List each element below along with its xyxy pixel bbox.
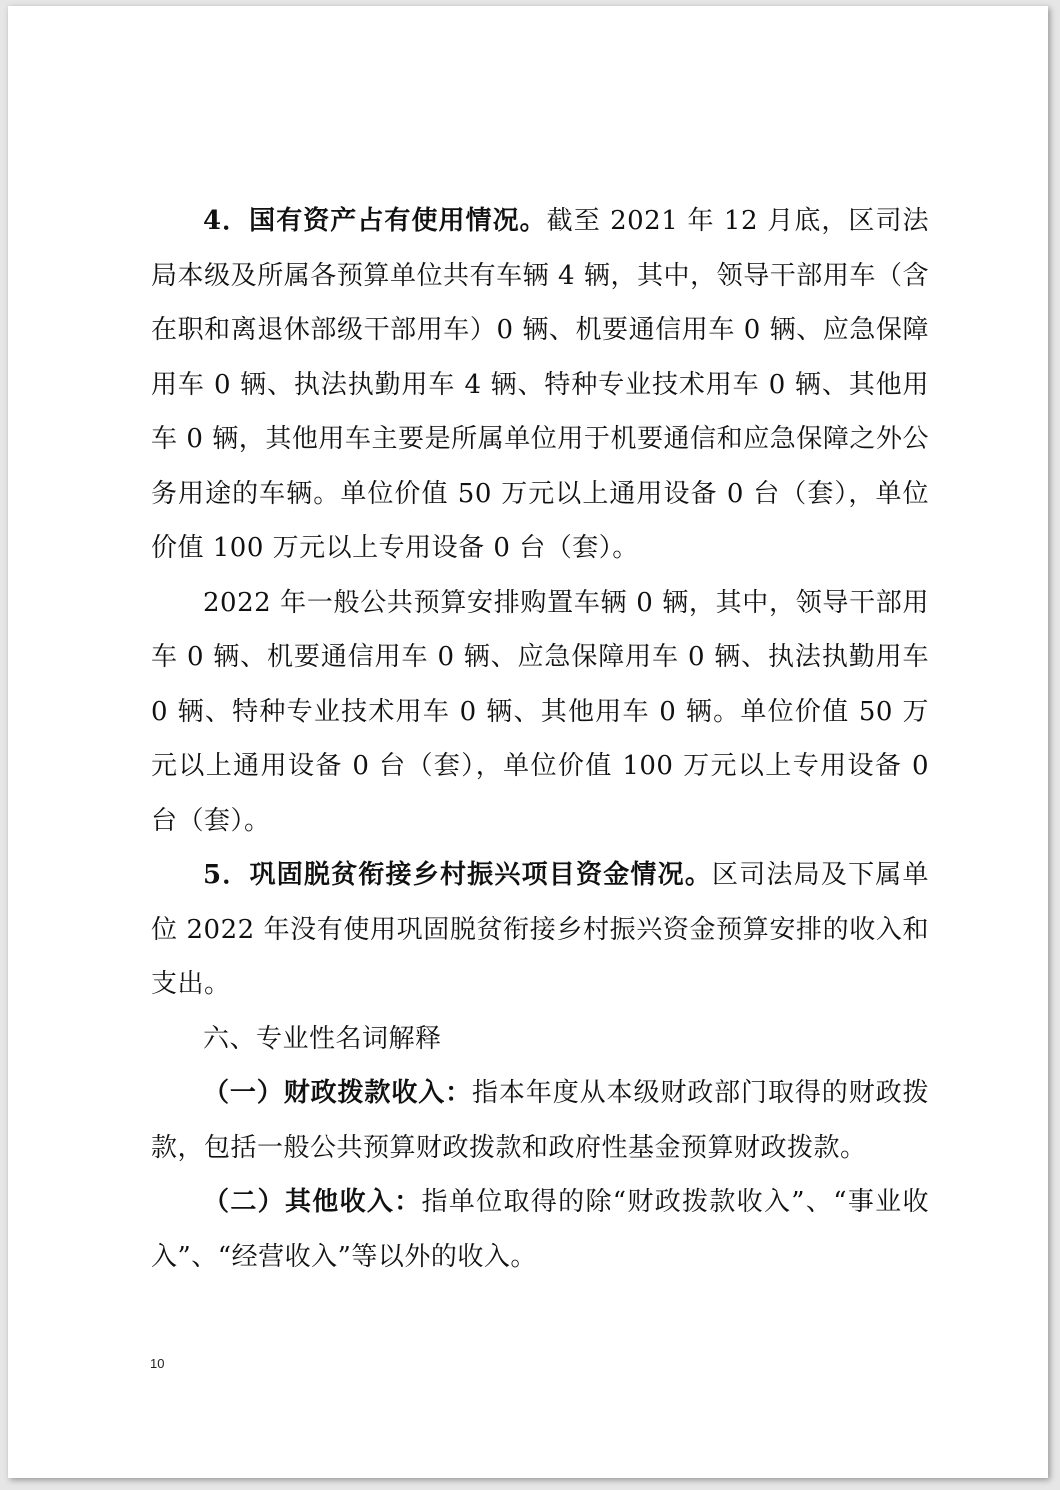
paragraph-body: 区司法局及下属单位 2022 年没有使用巩固脱贫衔接乡村振兴资金预算安排的收入和支出。 xyxy=(151,860,929,999)
paragraph-term-fiscal-appropriation xyxy=(151,1066,929,1175)
paragraph-lead: 4．国有资产占有使用情况。 xyxy=(203,206,547,236)
paragraph-purchase-2022 xyxy=(151,576,929,849)
paragraph-term-other-income xyxy=(151,1175,929,1284)
section-heading-glossary: 六、专业性名词解释 xyxy=(203,1023,442,1054)
term-definition: 指单位取得的除“财政拨款收入”、“事业收入”、“经营收入”等以外的收入。 xyxy=(151,1187,929,1272)
term-label: （二）其他收入： xyxy=(203,1187,422,1217)
term-definition: 指本年度从本级财政部门取得的财政拨款，包括一般公共预算财政拨款和政府性基金预算财政拨款。 xyxy=(151,1078,929,1163)
paragraph-body: 截至 2021 年 12 月底，区司法局本级及所属各预算单位共有车辆 4 辆，其中，领导干部用车（含在职和离退休部级干部用车）0 辆、机要通信用车 0 辆、应急保障用车 0 辆、执法执勤用车 4 辆、特种专业技术用车 0 辆、其他用车 0 辆，其他用车主要是所属单位用于机要通信和应急保障之外公务用途的车辆。单位价值 50 万元以上通用设备 0 台（套），单位价值 100 万元以上专用设备 0 台（套）。 xyxy=(151,206,930,563)
paragraph-asset-usage xyxy=(151,194,929,576)
term-label: （一）财政拨款收入： xyxy=(203,1078,473,1108)
document-page xyxy=(8,6,1048,1478)
paragraph-lead: 5．巩固脱贫衔接乡村振兴项目资金情况。 xyxy=(203,860,713,890)
paragraph-poverty-funds xyxy=(151,848,929,1012)
paragraph-body: 2022 年一般公共预算安排购置车辆 0 辆，其中，领导干部用车 0 辆、机要通信用车 0 辆、应急保障用车 0 辆、执法执勤用车 0 辆、特种专业技术用车 0 辆、其他用车 0 辆。单位价值 50 万元以上通用设备 0 台（套），单位价值 100 万元以上专用设备 0 台（套）。 xyxy=(151,587,929,836)
page-number: 10 xyxy=(150,1356,165,1371)
page-content xyxy=(151,194,929,1284)
